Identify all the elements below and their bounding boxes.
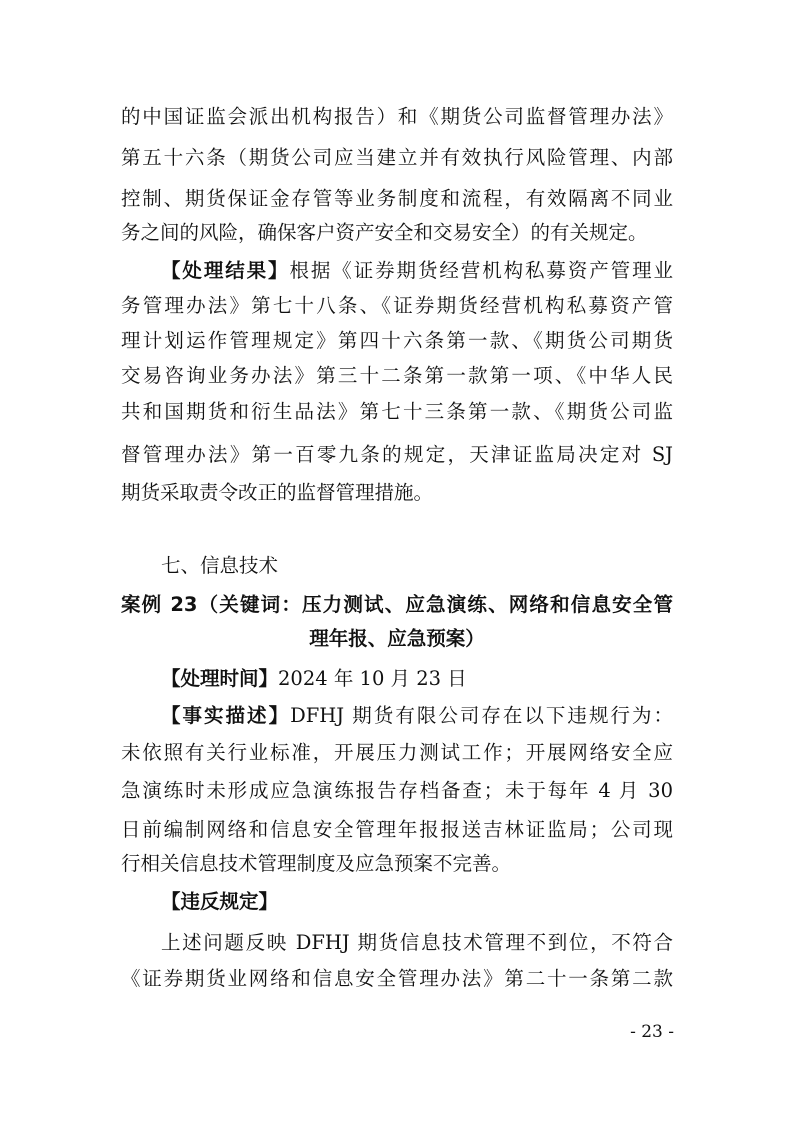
facts-line-3: 日前编制网络和信息安全管理年报报送吉林证监局；公司现	[121, 818, 673, 841]
result-line-2: 理计划运作管理规定》第四十六条第一款、《期货公司期货	[121, 329, 673, 352]
result-label: 【处理结果】	[161, 259, 290, 282]
section-heading: 七、信息技术	[161, 554, 279, 577]
facts-line-4: 行相关信息技术管理制度及应急预案不完善。	[121, 852, 512, 875]
result-line-4: 共和国期货和衍生品法》第七十三条第一款、《期货公司监	[121, 400, 673, 423]
para1-line-4: 务之间的风险，确保客户资产安全和交易安全）的有关规定。	[121, 221, 648, 244]
case-title-line-2: 理年报、应急预案）	[309, 627, 485, 650]
facts-line-2: 急演练时未形成应急演练报告存档备查；未于每年 4 月 30	[121, 779, 673, 802]
facts-line-1: 未依照有关行业标准，开展压力测试工作；开展网络安全应	[121, 741, 673, 764]
result-line-6: 期货采取责令改正的监督管理措施。	[121, 481, 434, 504]
para1-line-1: 的中国证监会派出机构报告）和《期货公司监督管理办法》	[121, 105, 673, 128]
result-line-5: 督管理办法》第一百零九条的规定，天津证监局决定对 SJ	[121, 443, 673, 466]
facts-first-line	[161, 704, 673, 728]
facts-first-text: DFHJ 期货有限公司存在以下违规行为：	[290, 704, 673, 727]
para1-line-3: 控制、期货保证金存管等业务制度和流程，有效隔离不同业	[121, 187, 673, 210]
violation-line-1: 《证券期货业网络和信息安全管理办法》第二十一条第二款	[121, 967, 673, 990]
case-title-line-1: 案例 23（关键词：压力测试、应急演练、网络和信息安全管	[121, 593, 673, 616]
result-line-1: 务管理办法》第七十八条、《证券期货经营机构私募资产管	[121, 294, 673, 317]
result-first-line	[161, 259, 673, 283]
page-number: - 23 -	[630, 1022, 674, 1042]
time-line	[161, 667, 673, 691]
violation-label: 【违反规定】	[161, 890, 279, 913]
time-value: 2024 年 10 月 23 日	[278, 667, 467, 690]
para1-line-2: 第五十六条（期货公司应当建立并有效执行风险管理、内部	[121, 146, 673, 169]
violation-first-line: 上述问题反映 DFHJ 期货信息技术管理不到位，不符合	[161, 931, 673, 954]
result-line-3: 交易咨询业务办法》第三十二条第一款第一项、《中华人民	[121, 364, 673, 387]
result-first-text: 根据《证券期货经营机构私募资产管理业	[289, 259, 673, 282]
facts-label: 【事实描述】	[161, 704, 291, 727]
time-label: 【处理时间】	[161, 667, 279, 690]
